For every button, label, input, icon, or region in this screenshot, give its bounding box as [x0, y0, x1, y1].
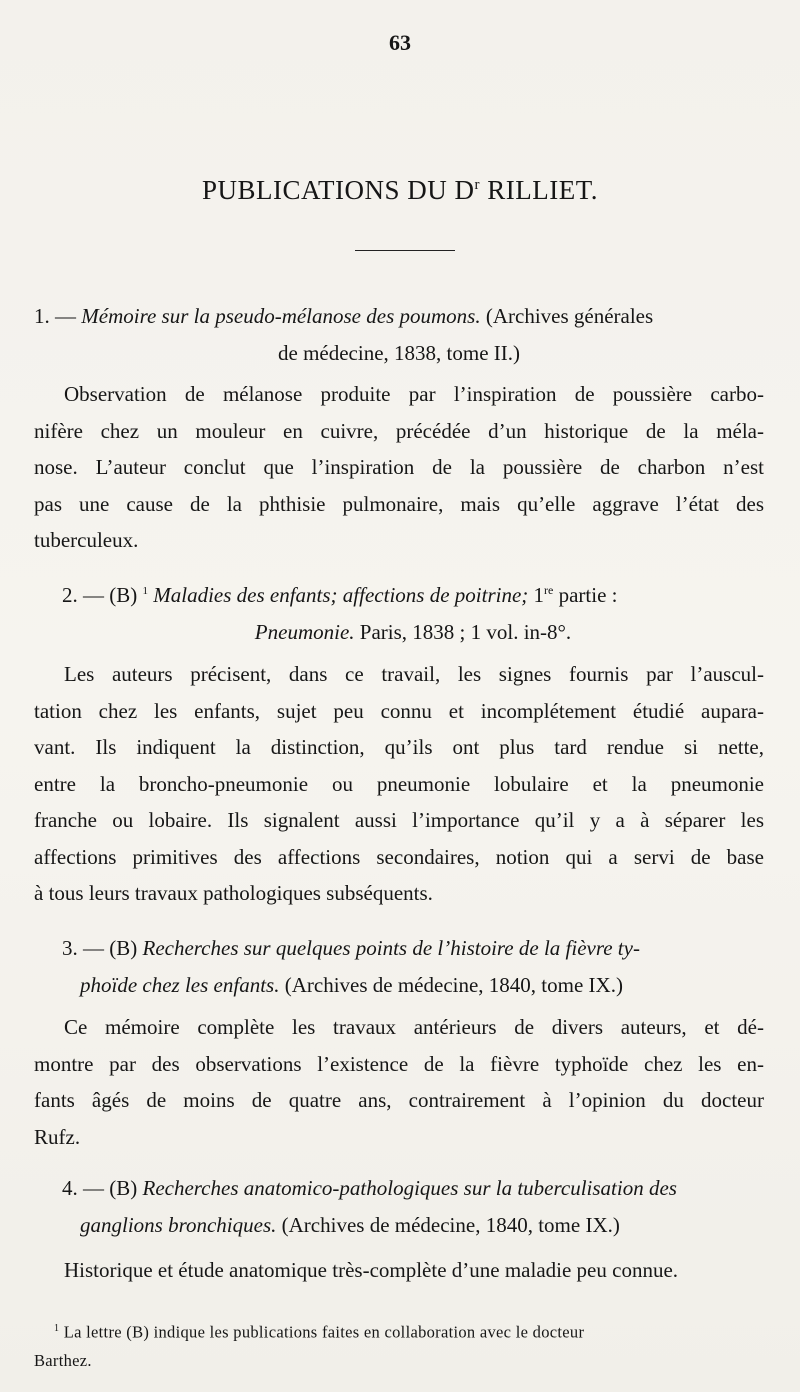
entry-2-part-sup: re	[544, 583, 554, 597]
entry-4-title: Recherches anatomico-pathologiques sur la tuberculisation des	[142, 1176, 677, 1200]
entry-1-description	[34, 376, 764, 559]
entry-3-number: 3.	[62, 936, 78, 960]
entry-2-para-line: Les auteurs précisent, dans ce travail, les signes fournis par l’auscul-	[64, 662, 764, 686]
entry-3-description	[34, 1009, 764, 1155]
entry-1-para-line: tuberculeux.	[34, 528, 139, 552]
entry-1-para-line: nose. L’auteur conclut que l’inspiration de la poussière de charbon n’est	[34, 455, 764, 479]
entry-4-prefix: — (B)	[77, 1176, 143, 1200]
entry-1-source-line1: (Archives générales	[480, 304, 654, 328]
entry-2-part-rest: partie :	[553, 583, 618, 607]
entry-3-source	[62, 967, 764, 1004]
entry-4-description	[64, 1252, 764, 1289]
entry-4-source	[62, 1207, 764, 1244]
entry-1-number: 1.	[34, 304, 50, 328]
entry-4-number: 4.	[62, 1176, 78, 1200]
entry-2-para-line: à tous leurs travaux pathologiques subséquents.	[34, 881, 433, 905]
title-divider	[355, 250, 455, 251]
footnote-mark: 1	[54, 1323, 60, 1334]
entry-2-heading	[62, 572, 764, 614]
title-rest: RILLIET.	[480, 175, 598, 205]
entry-2-part: 1	[528, 583, 545, 607]
entry-2-number: 2.	[62, 583, 78, 607]
entry-2-title: Maladies des enfants; affections de poitrine;	[148, 583, 529, 607]
page-number: 63	[389, 30, 411, 55]
entry-2-para-line: vant. Ils indiquent la distinction, qu’ils ont plus tard rendue si nette,	[34, 735, 764, 759]
entry-4	[62, 1170, 764, 1244]
footnote-text: La lettre (B) indique les publications faites en collaboration avec le docteur	[59, 1322, 585, 1342]
entry-1-para-line: pas une cause de la phthisie pulmonaire, mais qu’elle aggrave l’état des	[34, 491, 764, 516]
title-superscript: r	[474, 177, 481, 193]
entry-3-title: Recherches sur quelques points de l’histoire de la fièvre ty-	[142, 936, 640, 960]
entry-1-heading	[34, 298, 764, 335]
entry-3-title-line2: phoïde chez les enfants.	[80, 973, 280, 997]
entry-4-title-line2: ganglions bronchiques.	[80, 1213, 277, 1237]
entry-2-description	[34, 656, 764, 912]
footnote-line-2: Barthez.	[34, 1350, 92, 1370]
entry-1-para-line: nifère chez un mouleur en cuivre, précédée d’un historique de la méla-	[34, 418, 764, 443]
entry-2-title-line2: Pneumonie.	[254, 620, 355, 644]
entry-2-para-line: entre la broncho-pneumonie ou pneumonie lobulaire et la pneumonie	[34, 771, 764, 796]
entry-1-para-line: Observation de mélanose produite par l’inspiration de poussière carbo-	[64, 382, 764, 406]
entry-2-prefix: — (B)	[77, 583, 143, 607]
entry-3-heading	[62, 930, 764, 967]
entry-3-source-line: (Archives de médecine, 1840, tome IX.)	[279, 973, 623, 997]
entry-1-prefix: —	[49, 304, 82, 328]
entry-2-para-line: affections primitives des affections secondaires, notion qui a servi de base	[34, 844, 764, 869]
entry-3-para-line: Ce mémoire complète les travaux antérieurs de divers auteurs, et dé-	[64, 1015, 764, 1039]
entry-2-footnote-mark: 1	[142, 585, 148, 597]
entry-3-para-line: Rufz.	[34, 1124, 81, 1149]
entry-3-para-line: montre par des observations l’existence de la fièvre typhoïde chez les en-	[34, 1051, 764, 1076]
entry-4-source-line: (Archives de médecine, 1840, tome IX.)	[276, 1213, 620, 1237]
footnote-line-1	[34, 1315, 764, 1347]
entry-2-source	[62, 614, 764, 651]
footnote	[34, 1315, 764, 1375]
entry-1-source: de médecine, 1838, tome II.)	[278, 341, 520, 365]
entry-1-title: Mémoire sur la pseudo-mélanose des poumons.	[81, 304, 481, 328]
page-title	[0, 175, 800, 206]
entry-2-source-line: Paris, 1838 ; 1 vol. in-8°.	[354, 620, 572, 644]
entry-2-para-line: tation chez les enfants, sujet peu connu et incomplétement étudié aupara-	[34, 698, 764, 723]
entry-1	[34, 298, 764, 372]
entry-4-para-line: Historique et étude anatomique très-complète d’une maladie peu connue.	[64, 1258, 679, 1282]
entry-3	[62, 930, 764, 1004]
entry-2-para-line: franche ou lobaire. Ils signalent aussi l’importance qu’il y a à séparer les	[34, 808, 764, 832]
entry-2	[62, 572, 764, 651]
entry-4-heading	[62, 1170, 764, 1207]
title-main: PUBLICATIONS DU D	[202, 175, 475, 205]
entry-3-prefix: — (B)	[77, 936, 143, 960]
entry-3-para-line: fants âgés de moins de quatre ans, contrairement à l’opinion du docteur	[34, 1088, 764, 1112]
